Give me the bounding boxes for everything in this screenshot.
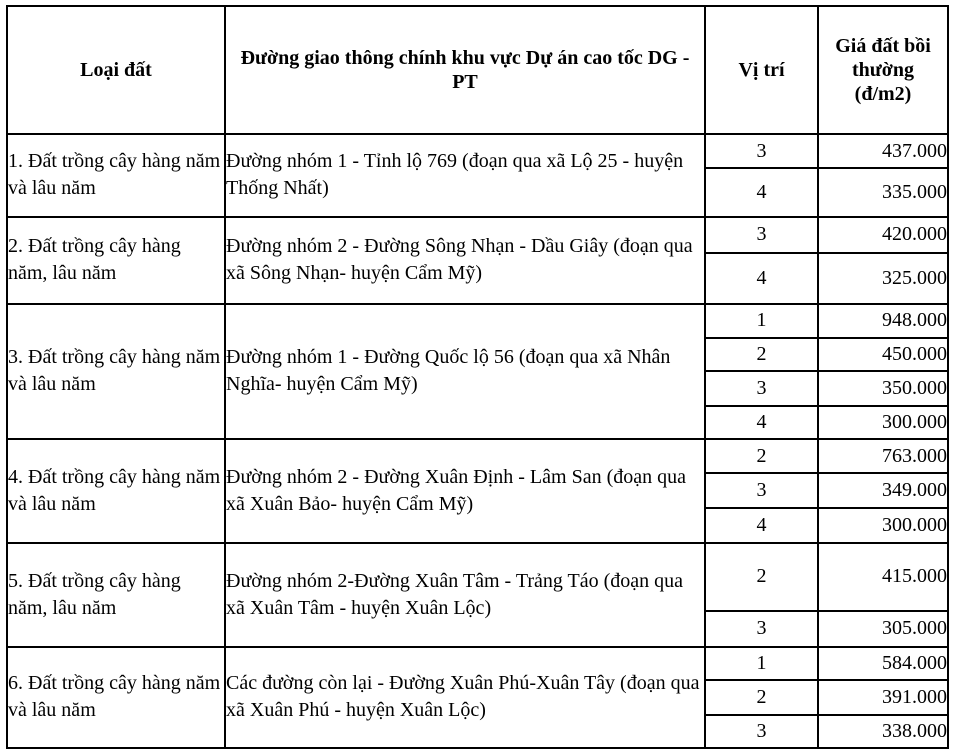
land-type-cell: 6. Đất trồng cây hàng năm và lâu năm xyxy=(7,647,225,748)
header-position: Vị trí xyxy=(705,6,818,134)
position-cell: 2 xyxy=(705,338,818,371)
table-row xyxy=(7,304,948,338)
price-cell: 415.000 xyxy=(818,543,948,611)
price-cell: 391.000 xyxy=(818,680,948,714)
price-cell: 338.000 xyxy=(818,715,948,748)
price-cell: 335.000 xyxy=(818,168,948,216)
table-row xyxy=(7,217,948,253)
price-cell: 305.000 xyxy=(818,611,948,647)
position-cell: 3 xyxy=(705,611,818,647)
price-cell: 584.000 xyxy=(818,647,948,680)
road-cell: Đường nhóm 1 - Đường Quốc lộ 56 (đoạn qua xã Nhân Nghĩa- huyện Cẩm Mỹ) xyxy=(225,304,705,439)
header-road: Đường giao thông chính khu vực Dự án cao tốc DG - PT xyxy=(225,6,705,134)
position-cell: 2 xyxy=(705,680,818,714)
position-cell: 1 xyxy=(705,304,818,338)
road-cell: Đường nhóm 2 - Đường Sông Nhạn - Dầu Giây (đoạn qua xã Sông Nhạn- huyện Cẩm Mỹ) xyxy=(225,217,705,304)
position-cell: 4 xyxy=(705,508,818,543)
land-type-cell: 5. Đất trồng cây hàng năm, lâu năm xyxy=(7,543,225,647)
price-cell: 350.000 xyxy=(818,371,948,405)
table-row xyxy=(7,134,948,168)
position-cell: 3 xyxy=(705,715,818,748)
header-price: Giá đất bồi thường (đ/m2) xyxy=(818,6,948,134)
price-cell: 300.000 xyxy=(818,508,948,543)
road-cell: Các đường còn lại - Đường Xuân Phú-Xuân Tây (đoạn qua xã Xuân Phú - huyện Xuân Lộc) xyxy=(225,647,705,748)
price-cell: 420.000 xyxy=(818,217,948,253)
position-cell: 3 xyxy=(705,217,818,253)
table-row xyxy=(7,439,948,473)
position-cell: 1 xyxy=(705,647,818,680)
price-cell: 437.000 xyxy=(818,134,948,168)
position-cell: 2 xyxy=(705,543,818,611)
price-cell: 325.000 xyxy=(818,253,948,303)
table-row xyxy=(7,647,948,680)
position-cell: 4 xyxy=(705,168,818,216)
header-row xyxy=(7,6,948,134)
position-cell: 3 xyxy=(705,134,818,168)
land-type-cell: 1. Đất trồng cây hàng năm và lâu năm xyxy=(7,134,225,217)
land-price-table-container xyxy=(6,5,947,749)
road-cell: Đường nhóm 1 - Tỉnh lộ 769 (đoạn qua xã Lộ 25 - huyện Thống Nhất) xyxy=(225,134,705,217)
land-type-cell: 4. Đất trồng cây hàng năm và lâu năm xyxy=(7,439,225,543)
land-type-cell: 3. Đất trồng cây hàng năm và lâu năm xyxy=(7,304,225,439)
table-row xyxy=(7,543,948,611)
price-cell: 349.000 xyxy=(818,473,948,507)
price-cell: 300.000 xyxy=(818,406,948,439)
land-price-table xyxy=(6,5,949,749)
position-cell: 3 xyxy=(705,371,818,405)
land-type-cell: 2. Đất trồng cây hàng năm, lâu năm xyxy=(7,217,225,304)
position-cell: 2 xyxy=(705,439,818,473)
road-cell: Đường nhóm 2 - Đường Xuân Định - Lâm San (đoạn qua xã Xuân Bảo- huyện Cẩm Mỹ) xyxy=(225,439,705,543)
position-cell: 3 xyxy=(705,473,818,507)
header-land-type: Loại đất xyxy=(7,6,225,134)
price-cell: 948.000 xyxy=(818,304,948,338)
price-cell: 450.000 xyxy=(818,338,948,371)
position-cell: 4 xyxy=(705,253,818,303)
road-cell: Đường nhóm 2-Đường Xuân Tâm - Trảng Táo (đoạn qua xã Xuân Tâm - huyện Xuân Lộc) xyxy=(225,543,705,647)
position-cell: 4 xyxy=(705,406,818,439)
price-cell: 763.000 xyxy=(818,439,948,473)
